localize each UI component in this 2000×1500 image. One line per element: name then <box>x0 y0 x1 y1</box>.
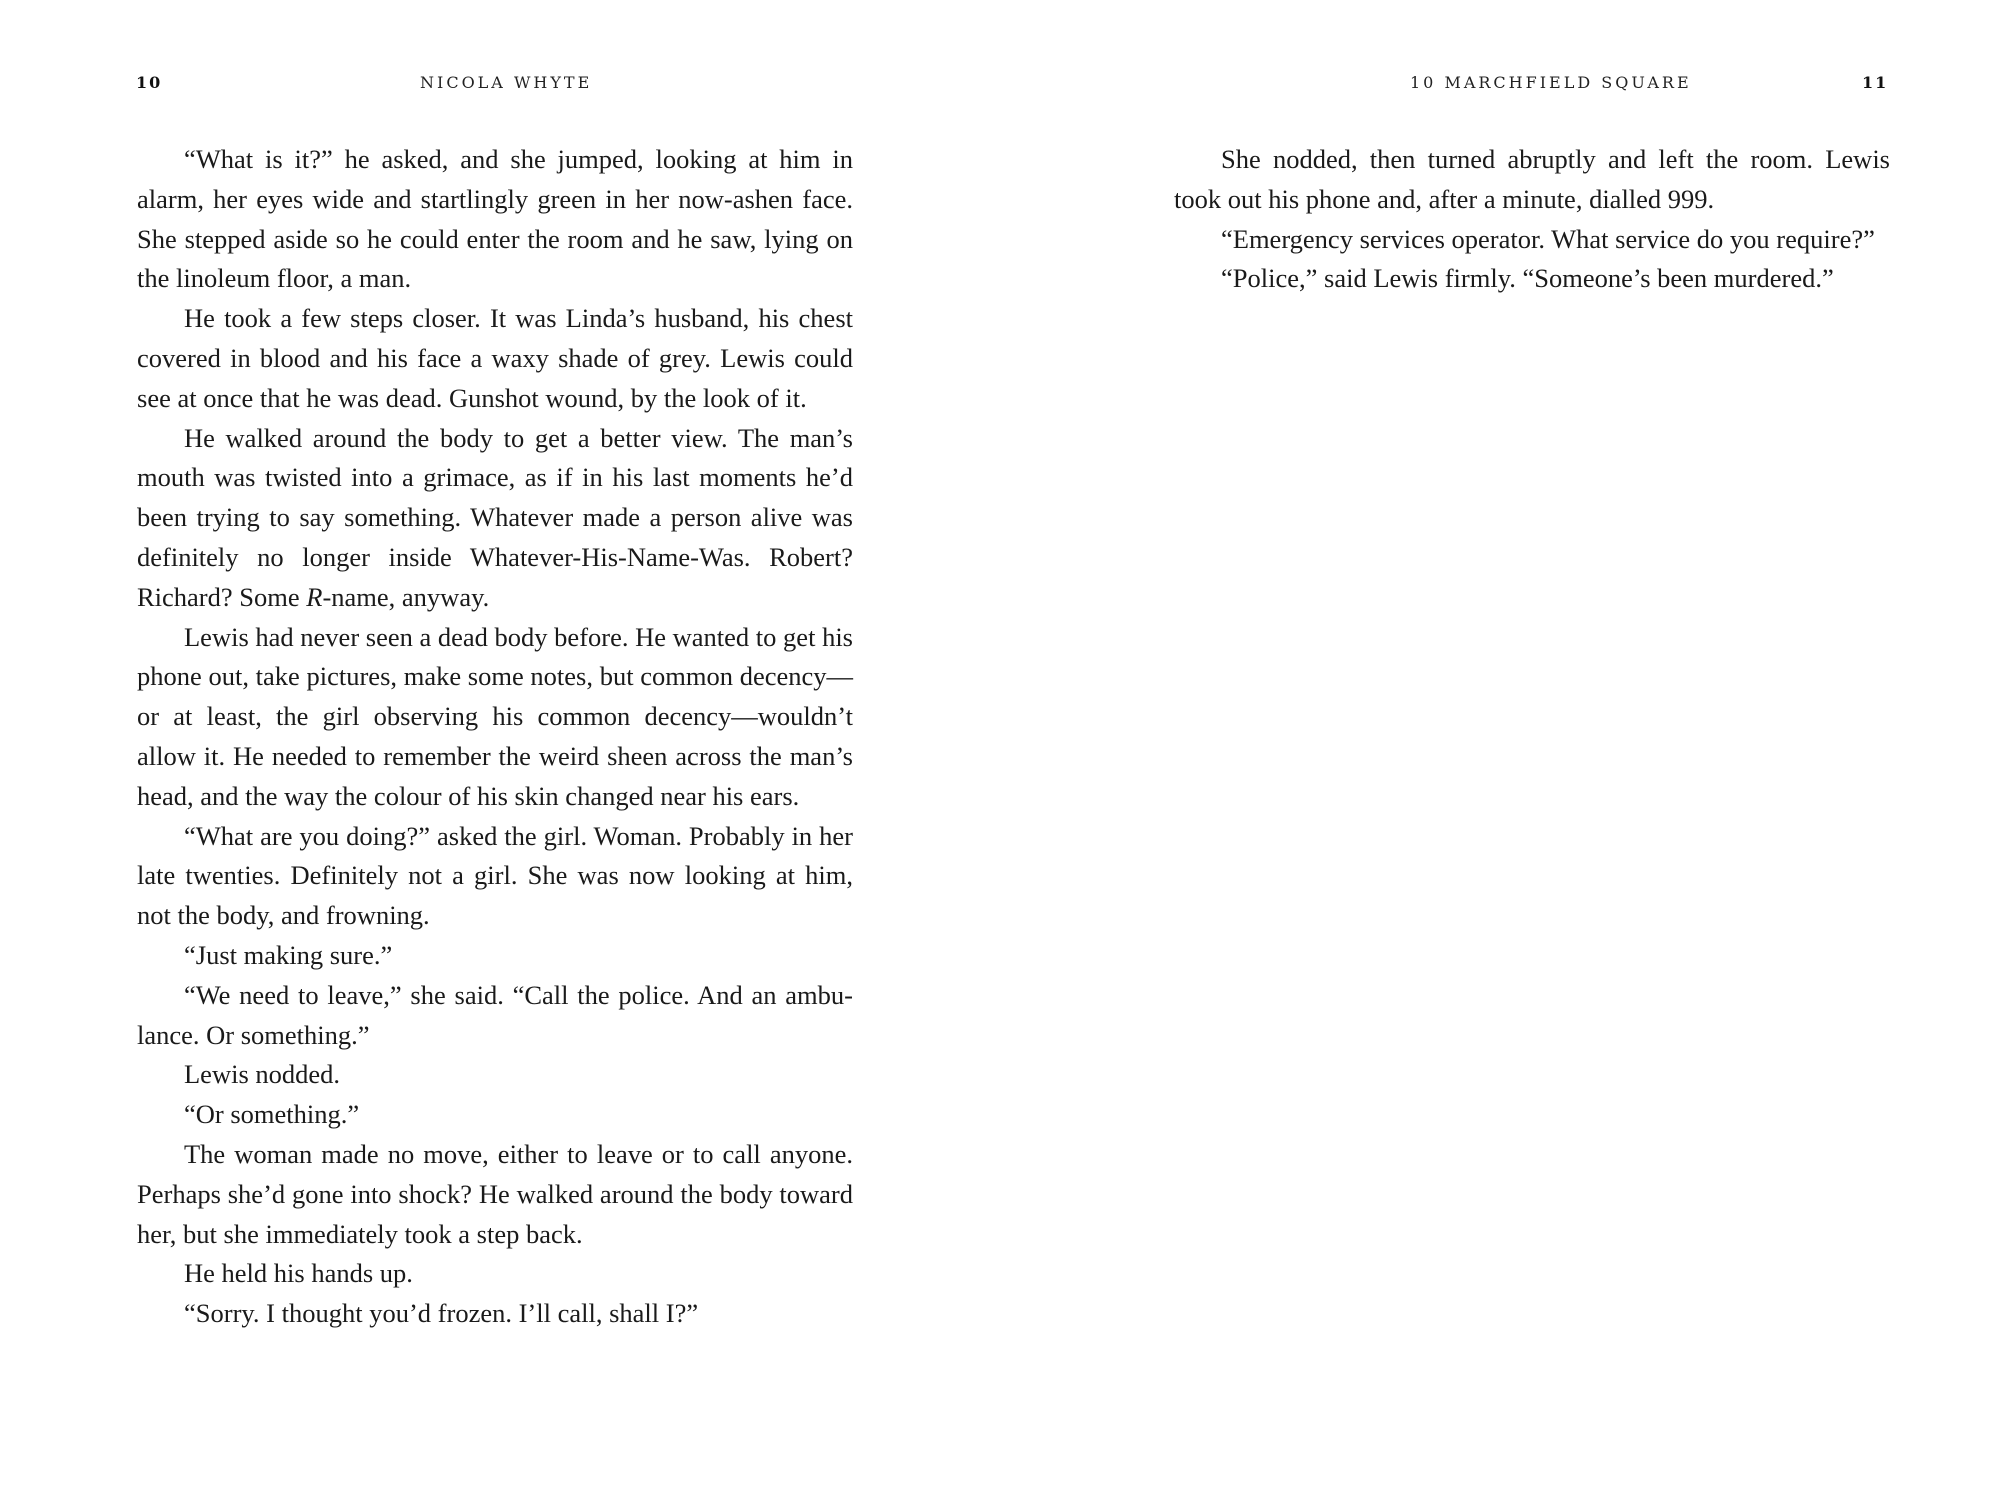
paragraph: “What are you doing?” asked the girl. Woman. Probably in her late twenties. Definitely not a girl. She was now looking at him, not the body, and frowning. <box>137 820 853 931</box>
paragraph: “We need to leave,” she said. “Call the police. And an ambulance. Or something.” <box>137 979 853 1050</box>
page-number: 10 <box>136 73 163 92</box>
paragraph: “Police,” said Lewis firmly. “Someone’s been murdered.” <box>1221 263 1834 294</box>
paragraph: “Sorry. I thought you’d frozen. I’ll call, shall I?” <box>184 1298 699 1329</box>
paragraph: “Or something.” <box>184 1099 360 1130</box>
body-text <box>1174 140 1890 299</box>
paragraph <box>137 419 853 618</box>
paragraph: The woman made no move, either to leave or to call anyone. Perhaps she’d gone into shock? He walked around the body toward her, but she immediately took a step back. <box>137 1138 853 1249</box>
right-page <box>1000 0 2000 1500</box>
page-number: 11 <box>1862 73 1889 92</box>
paragraph: He took a few steps closer. It was Linda’s husband, his chest covered in blood and his face a waxy shade of grey. Lewis could see at once that he was dead. Gunshot wound, by the look of it. <box>137 303 853 413</box>
paragraph: “Emergency services operator. What service do you require?” <box>1221 223 1875 254</box>
running-head-title: 10 MARCHFIELD SQUARE <box>1410 73 1692 92</box>
paragraph: Lewis had never seen a dead body before. He wanted to get his phone out, take pictures, make some notes, but common decency—or at least, the girl observing his common decency—wouldn’t allow it. He needed to remember the weird sheen across the man’s head, and the way the colour of his skin changed near his ears. <box>137 621 853 811</box>
italic-letter: R <box>306 581 323 612</box>
paragraph-text: He walked around the body to get a better view. The man’s mouth was twisted into a grimace, as if in his last moments he’d been trying to say something. Whatever made a person alive was definitely no longer inside Whatever-His-Name-Was. Robert? Richard? Some <box>137 422 853 612</box>
paragraph: “Just making sure.” <box>184 939 393 970</box>
paragraph: “What is it?” he asked, and she jumped, looking at him in alarm, her eyes wide and startlingly green in her now-ashen face. She stepped aside so he could enter the room and he saw, lying on the linoleum floor, a man. <box>137 144 853 294</box>
paragraph: He held his hands up. <box>184 1258 413 1289</box>
paragraph-text: -name, anyway. <box>322 581 490 612</box>
paragraph: She nodded, then turned abruptly and left the room. Lewis took out his phone and, after a minute, dialled 999. <box>1174 144 1890 214</box>
body-text <box>137 140 853 1334</box>
paragraph: Lewis nodded. <box>184 1059 341 1090</box>
running-head-author: NICOLA WHYTE <box>420 73 593 92</box>
